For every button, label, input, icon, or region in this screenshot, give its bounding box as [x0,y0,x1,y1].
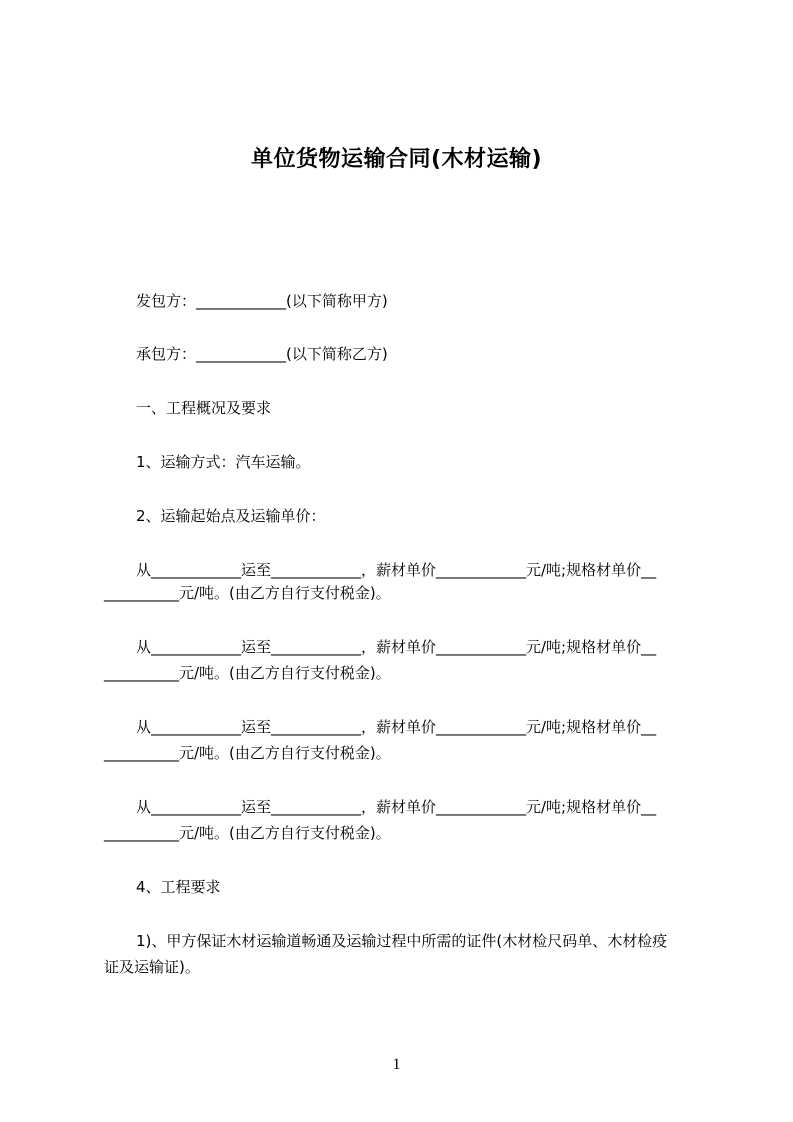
party-b-line: 承包方：____________(以下简称乙方) [136,345,388,363]
clause-project-requirements: 4、工程要求 [136,878,221,896]
route-row-2-line-2: __________元/吨。(由乙方自行支付税金)。 [104,664,391,682]
route-row-4-line-1: 从____________运至____________，薪材单价____________元/吨;规格材单价__ [136,798,657,816]
clause-route-and-price: 2、运输起始点及运输单价： [136,507,326,525]
section-heading-1: 一、工程概况及要求 [136,399,272,417]
route-row-2-line-1: 从____________运至____________，薪材单价____________元/吨;规格材单价__ [136,638,657,656]
route-row-3-line-1: 从____________运至____________，薪材单价____________元/吨;规格材单价__ [136,718,657,736]
requirement-1-line-1: 1)、甲方保证木材运输道畅通及运输过程中所需的证件(木材检尺码单、木材检疫 [136,932,668,950]
route-row-4-line-2: __________元/吨。(由乙方自行支付税金)。 [104,824,391,842]
document-title: 单位货物运输合同(木材运输) [250,147,543,172]
route-row-1-line-1: 从____________运至____________，薪材单价____________元/吨;规格材单价__ [136,561,657,579]
page-number: 1 [392,1056,401,1073]
party-a-line: 发包方：____________(以下简称甲方) [136,292,388,310]
requirement-1-line-2: 证及运输证)。 [104,958,200,976]
route-row-1-line-2: __________元/吨。(由乙方自行支付税金)。 [104,584,391,602]
route-row-3-line-2: __________元/吨。(由乙方自行支付税金)。 [104,744,391,762]
clause-transport-method: 1、运输方式：汽车运输。 [136,453,311,471]
